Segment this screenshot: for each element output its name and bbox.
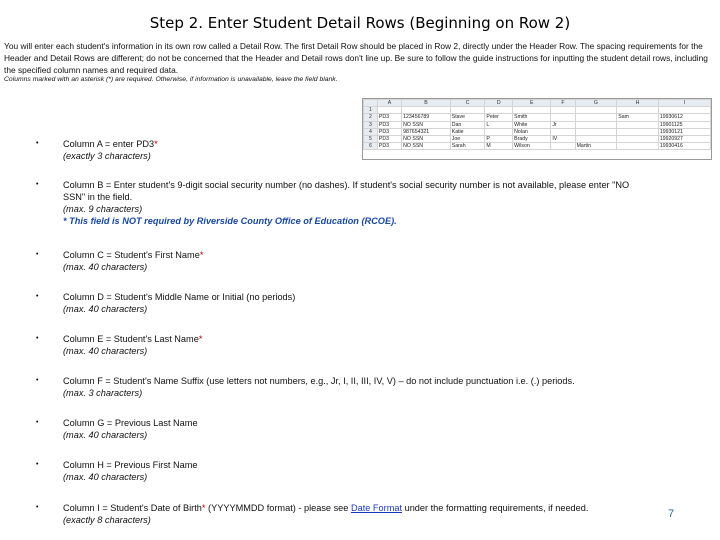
item-limit: (exactly 3 characters) xyxy=(63,151,151,161)
item-limit: (max. 40 characters) xyxy=(63,346,148,356)
sheet-row-number: 2 xyxy=(364,114,378,121)
sheet-cell: 987654321 xyxy=(402,128,451,135)
sheet-col-header: F xyxy=(551,100,575,107)
sheet-cell: NO SSN xyxy=(402,121,451,128)
spreadsheet-example xyxy=(362,98,712,160)
required-asterisk: * xyxy=(201,503,206,513)
sheet-cell: Peter xyxy=(485,114,513,121)
required-asterisk: * xyxy=(198,334,203,344)
sheet-cell xyxy=(575,107,617,114)
sheet-row-number: 3 xyxy=(364,121,378,128)
bullet-icon: • xyxy=(36,461,39,468)
sheet-cell xyxy=(617,107,659,114)
sheet-cell: PD3 xyxy=(377,121,401,128)
required-note: Columns marked with an asterisk (*) are required. Otherwise, if information is unavailable, leave the field blank. xyxy=(4,76,338,83)
sheet-cell: 19930121 xyxy=(658,128,710,135)
sheet-cell: Smith xyxy=(513,114,551,121)
sheet-row xyxy=(364,114,711,121)
date-format-link[interactable]: Date Format xyxy=(350,503,403,513)
item-text: Column G = Previous Last Name xyxy=(63,418,198,428)
sheet-cell xyxy=(575,114,617,121)
item-text: Column D = Student's Middle Name or Initial (no periods) xyxy=(63,292,296,302)
item-limit: (max. 40 characters) xyxy=(63,262,148,272)
sheet-cell: Dan xyxy=(450,121,485,128)
sheet-cell: Sarah xyxy=(450,143,485,150)
sheet-cell: 123456789 xyxy=(402,114,451,121)
bullet-icon: • xyxy=(36,335,39,342)
sheet-cell xyxy=(575,128,617,135)
sheet-cell: PD3 xyxy=(377,135,401,142)
item-limit: (max. 40 characters) xyxy=(63,304,148,314)
sheet-col-header: E xyxy=(513,100,551,107)
sheet-cell xyxy=(377,107,401,114)
sheet-row xyxy=(364,107,711,114)
sheet-cell: Jr xyxy=(551,121,575,128)
sheet-cell xyxy=(617,121,659,128)
sheet-col-header: A xyxy=(377,100,401,107)
item-text: Column F = Student's Name Suffix (use letters not numbers, e.g., Jr, I, II, III, IV, V) – do not include punctuation i.e. (.) periods. xyxy=(63,376,575,386)
item-limit: (max. 40 characters) xyxy=(63,430,148,440)
sheet-header-row xyxy=(364,100,711,107)
item-text: Column I = Student's Date of Birth* (YYYYMMDD format) - please see Date Format under the formatting requirements, if needed. xyxy=(63,503,589,513)
sheet-cell: Nolan xyxy=(513,128,551,135)
sheet-cell xyxy=(658,107,710,114)
sheet-cell: IV xyxy=(551,135,575,142)
sheet-cell: Martin xyxy=(575,143,617,150)
sheet-cell: PD3 xyxy=(377,128,401,135)
sheet-cell xyxy=(575,121,617,128)
page-title: Step 2. Enter Student Detail Rows (Beginning on Row 2) xyxy=(149,14,571,32)
item-text: Column H = Previous First Name xyxy=(63,460,198,470)
bullet-icon: • xyxy=(36,251,39,258)
item-text: Column A = enter PD3* xyxy=(63,139,158,149)
rcoe-note: * This field is NOT required by Riverside County Office of Education (RCOE). xyxy=(63,216,397,226)
sheet-row-number: 6 xyxy=(364,143,378,150)
sheet-cell: M xyxy=(485,143,513,150)
item-text: Column E = Student's Last Name* xyxy=(63,334,203,344)
sheet-cell: Katie xyxy=(450,128,485,135)
sheet-cell xyxy=(450,107,485,114)
item-limit: (exactly 8 characters) xyxy=(63,515,151,525)
item-text: Column B = Enter student's 9-digit social security number (no dashes). If student's social security number is not available, please enter "NO SSN" in the field. xyxy=(63,180,630,202)
sheet-cell: Brady xyxy=(513,135,551,142)
intro-paragraph: You will enter each student's information in its own row called a Detail Row. The first Detail Row should be placed in Row 2, directly under the Header Row. The spacing requirements for the Header and Detail Rows are different; do not be concerned that the Header and Detail rows don't line up. Be sure to follow the guide instructions for inputting the student detail rows, including the specified column names and required data. xyxy=(4,41,708,75)
sheet-cell: White xyxy=(513,121,551,128)
sheet-row-number: 1 xyxy=(364,107,378,114)
sheet-cell: PD3 xyxy=(377,143,401,150)
item-limit: (max. 9 characters) xyxy=(63,204,143,214)
item-limit: (max. 3 characters) xyxy=(63,388,143,398)
sheet-cell: Sam xyxy=(617,114,659,121)
sheet-cell: PD3 xyxy=(377,114,401,121)
required-asterisk: * xyxy=(154,139,158,149)
sheet-cell: NO SSN xyxy=(402,143,451,150)
item-text: Column C = Student's First Name* xyxy=(63,250,204,260)
sheet-cell: Stave xyxy=(450,114,485,121)
sheet-col-header: H xyxy=(617,100,659,107)
sheet-row xyxy=(364,121,711,128)
bullet-icon: • xyxy=(36,504,39,511)
sheet-col-header: I xyxy=(658,100,710,107)
bullet-icon: • xyxy=(36,419,39,426)
sheet-cell: Joe xyxy=(450,135,485,142)
sheet-cell: 19901125 xyxy=(658,121,710,128)
sheet-cell: P xyxy=(485,135,513,142)
sheet-col-header: G xyxy=(575,100,617,107)
sheet-cell: 19920927 xyxy=(658,135,710,142)
sheet-cell: 19930612 xyxy=(658,114,710,121)
bullet-icon: • xyxy=(36,140,39,147)
sheet-col-header: C xyxy=(450,100,485,107)
sheet-col-header xyxy=(364,100,378,107)
sheet-cell: L xyxy=(485,121,513,128)
item-limit: (max. 40 characters) xyxy=(63,472,148,482)
sheet-cell xyxy=(617,128,659,135)
bullet-icon: • xyxy=(36,293,39,300)
sheet-cell xyxy=(485,128,513,135)
bullet-icon: • xyxy=(36,377,39,384)
page-number: 7 xyxy=(668,508,675,520)
sheet-cell xyxy=(551,114,575,121)
sheet-col-header: B xyxy=(402,100,451,107)
bullet-icon: • xyxy=(36,181,39,188)
sheet-cell xyxy=(551,107,575,114)
sheet-cell: NO SSN xyxy=(402,135,451,142)
sheet-cell xyxy=(402,107,451,114)
sheet-cell: Wilson xyxy=(513,143,551,150)
sheet-cell xyxy=(513,107,551,114)
sheet-row-number: 5 xyxy=(364,135,378,142)
sheet-cell xyxy=(551,128,575,135)
sheet-cell: 19930416 xyxy=(658,143,710,150)
required-asterisk: * xyxy=(199,250,204,260)
sheet-row xyxy=(364,128,711,135)
sheet-col-header: D xyxy=(485,100,513,107)
sheet-cell xyxy=(485,107,513,114)
sheet-row-number: 4 xyxy=(364,128,378,135)
